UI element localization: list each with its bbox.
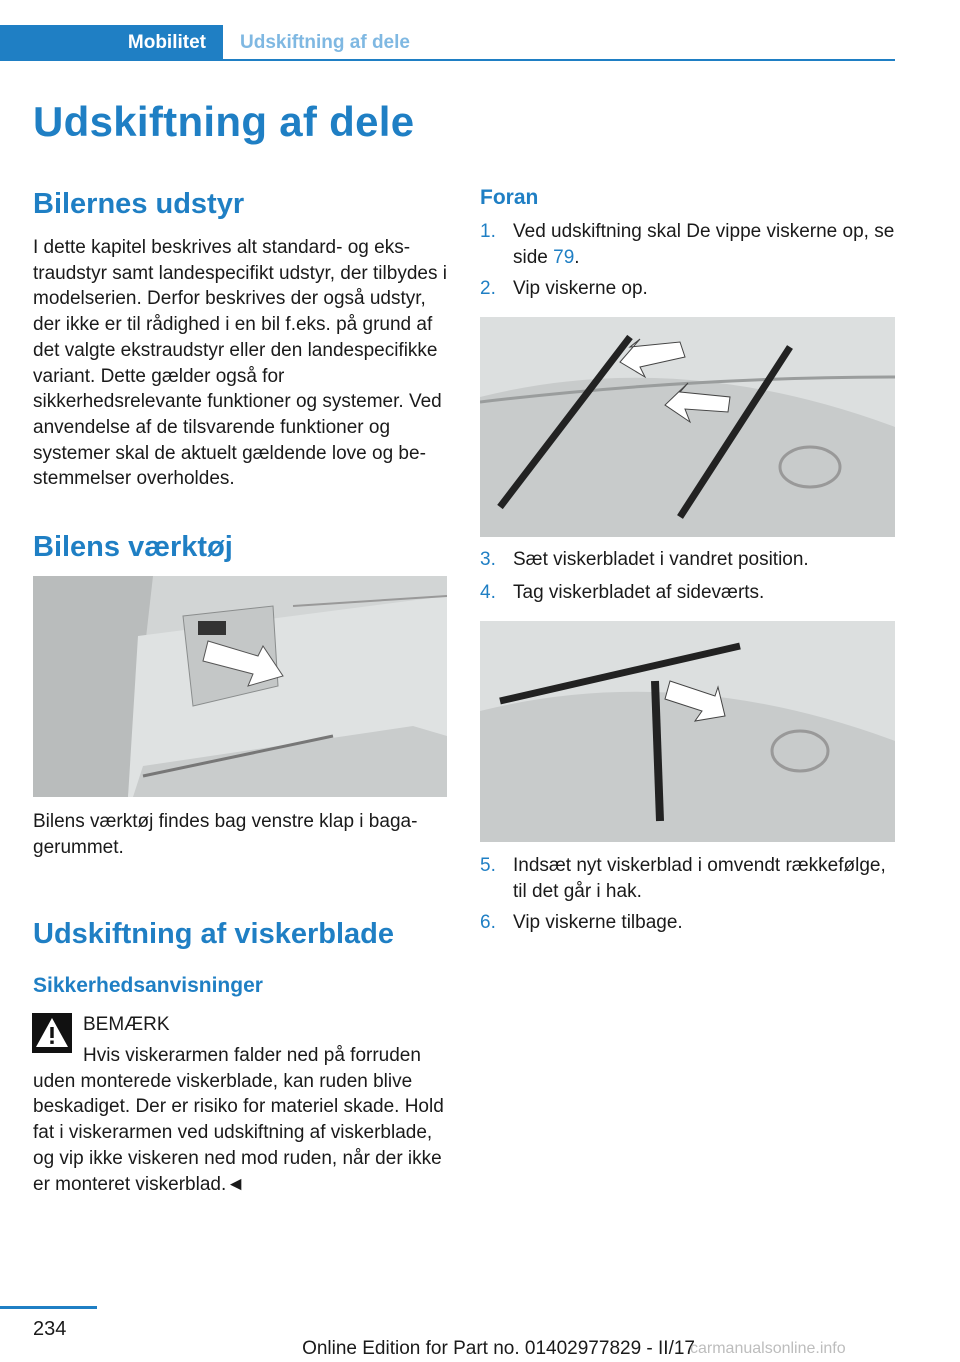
- safety-heading: Sikkerhedsanvisninger: [33, 974, 263, 997]
- wiper-blade-remove-image: [480, 621, 895, 842]
- step-text: Ved udskiftning skal De vippe viskerne op, se side 79.: [513, 221, 895, 268]
- footer-rule: [0, 1306, 97, 1309]
- step-number: 5.: [480, 855, 496, 876]
- tab-udskiftning[interactable]: Udskiftning af dele: [240, 32, 410, 53]
- tools-text: Bilens værktøj findes bag venstre klap i bagagerummet.: [33, 811, 418, 858]
- step-number: 6.: [480, 912, 496, 933]
- tab-mobilitet[interactable]: Mobilitet: [0, 25, 223, 61]
- warning-text: Hvis viskerarmen falder ned på forruden uden monterede viskerblade, kan ruden blive beskadiget. Der er risiko for materiel skade. Hold fat i viskerarmen ved udskiftning af viskerblade, og vip ikke viskeren ned mod ruden, når der ikke er monteret viskerblad.◄: [33, 1045, 444, 1195]
- step-number: 1.: [480, 221, 496, 242]
- step-text: Indsæt nyt viskerblad i omvendt rækkefølge, til det går i hak.: [513, 855, 886, 902]
- step-text: Vip viskerne tilbage.: [513, 912, 683, 933]
- page-link[interactable]: 79: [553, 246, 575, 268]
- edition-text: Online Edition for Part no. 01402977829 - II/17: [302, 1338, 695, 1359]
- trunk-tool-image: [33, 576, 447, 797]
- header-rule: [223, 59, 895, 61]
- step-number: 4.: [480, 582, 496, 603]
- equipment-heading: Bilernes udstyr: [33, 188, 245, 220]
- step-number: 2.: [480, 278, 496, 299]
- page-number: 234: [33, 1318, 67, 1340]
- front-heading: Foran: [480, 186, 539, 209]
- step-text: Vip viskerne op.: [513, 278, 648, 299]
- page-title: Udskiftning af dele: [33, 98, 415, 145]
- warning-label: BEMÆRK: [83, 1014, 170, 1035]
- header-tabs: [0, 25, 895, 61]
- watermark: carmanualsonline.info: [690, 1340, 846, 1357]
- equipment-text: I dette kapitel beskrives alt standard- og ekstraudstyr samt landespecifikt udstyr, der tilbydes i modelserien. Derfor beskrives der også udstyr, der ikke er til rådighed i en bil f.eks. på grund af det valgte ekstraudstyr eller den landespecifikke variant. Dette gælder også for sikkerhedsrelevante funktioner og systemer. Ved anvendelse af de tilsvarende funktioner og systemer skal de aktuelt gældende love og bestemmelser overholdes.: [33, 237, 447, 490]
- wipers-up-image: [480, 317, 895, 537]
- step-text: Tag viskerbladet af sideværts.: [513, 582, 765, 603]
- wiper-heading: Udskiftning af viskerblade: [33, 918, 394, 950]
- step-number: 3.: [480, 549, 496, 570]
- tools-heading: Bilens værktøj: [33, 531, 233, 563]
- step-text: Sæt viskerbladet i vandret position.: [513, 549, 809, 570]
